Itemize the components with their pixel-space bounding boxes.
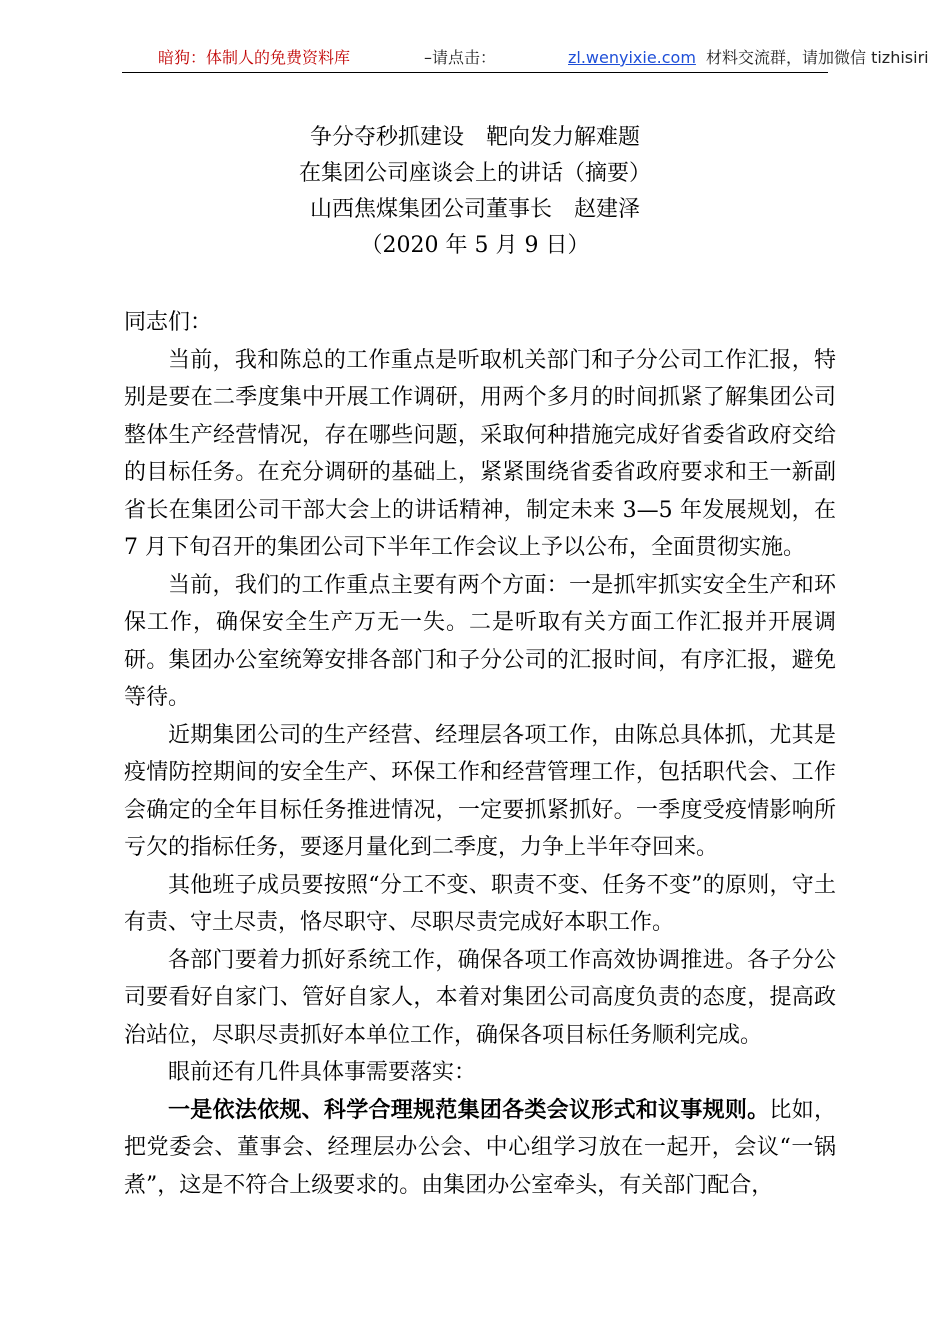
paragraph: 眼前还有几件具体事需要落实： [168, 1060, 477, 1085]
document-subtitle: 在集团公司座谈会上的讲话（摘要） [298, 161, 651, 186]
paragraph: 各部门要着力抓好系统工作，确保各项工作高效协调推进。各子分公司要看好自家门、管好自家人，本着对集团公司高度负责的态度，提高政治站位，尽职尽责抓好本单位工作，确保各项目标任务顺利完成。 [124, 947, 836, 1048]
page-header [122, 44, 929, 73]
document-body [124, 304, 836, 1204]
document-title: 争分夺秒抓建设 靶向发力解难题 [309, 125, 640, 150]
paragraph: 其他班子成员要按照“分工不变、职责不变、任务不变”的原则，守土有责、守土尽责，恪尽职守、尽职尽责完成好本职工作。 [124, 872, 836, 935]
paragraph-last [124, 1092, 836, 1205]
header-prompt: –请点击： [424, 48, 497, 67]
salutation: 同志们： [124, 310, 213, 335]
document-speaker: 山西焦煤集团公司董事长 赵建泽 [309, 197, 640, 222]
paragraph: 近期集团公司的生产经营、经理层各项工作，由陈总具体抓，尤其是疫情防控期间的安全生产、环保工作和经营管理工作，包括职代会、工作会确定的全年目标任务推进情况，一定要抓紧抓好。一季度受疫情影响所亏欠的指标任务，要逐月量化到二季度，力争上半年夺回来。 [124, 722, 836, 860]
paragraph-bold-lead: 一是依法依规、科学合理规范集团各类会议形式和议事规则。 [168, 1096, 770, 1123]
paragraph: 当前，我和陈总的工作重点是听取机关部门和子分公司工作汇报，特别是要在二季度集中开展工作调研，用两个多月的时间抓紧了解集团公司整体生产经营情况，存在哪些问题，采取何种措施完成好省委省政府交给的目标任务。在充分调研的基础上，紧紧围绕省委省政府要求和王一新副省长在集团公司干部大会上的讲话精神，制定未来 3—5 年发展规划，在 7 月下旬召开的集团公司下半年工作会议上予以公布，全面贯彻实施。 [124, 347, 836, 560]
header-link[interactable]: zl.wenyixie.com [568, 48, 696, 67]
document-date: （2020 年 5 月 9 日） [360, 233, 590, 258]
paragraph: 当前，我们的工作重点主要有两个方面：一是抓牢抓实安全生产和环保工作，确保安全生产万无一失。二是听取有关方面工作汇报并开展调研。集团办公室统筹安排各部门和子分公司的汇报时间，有序汇报，避免等待。 [124, 572, 836, 710]
header-brand: 暗狗：体制人的免费资料库 [158, 48, 351, 67]
title-block [120, 120, 830, 264]
header-note: 材料交流群，请加微信 tizhisiri [706, 48, 929, 67]
paragraph-tail: 比如，把党委会、董事会、经理层办公会、中心组学习放在一起开，会议“一锅煮”，这是不符合上级要求的。由集团办公室牵头，有关部门配合， [124, 1097, 836, 1198]
